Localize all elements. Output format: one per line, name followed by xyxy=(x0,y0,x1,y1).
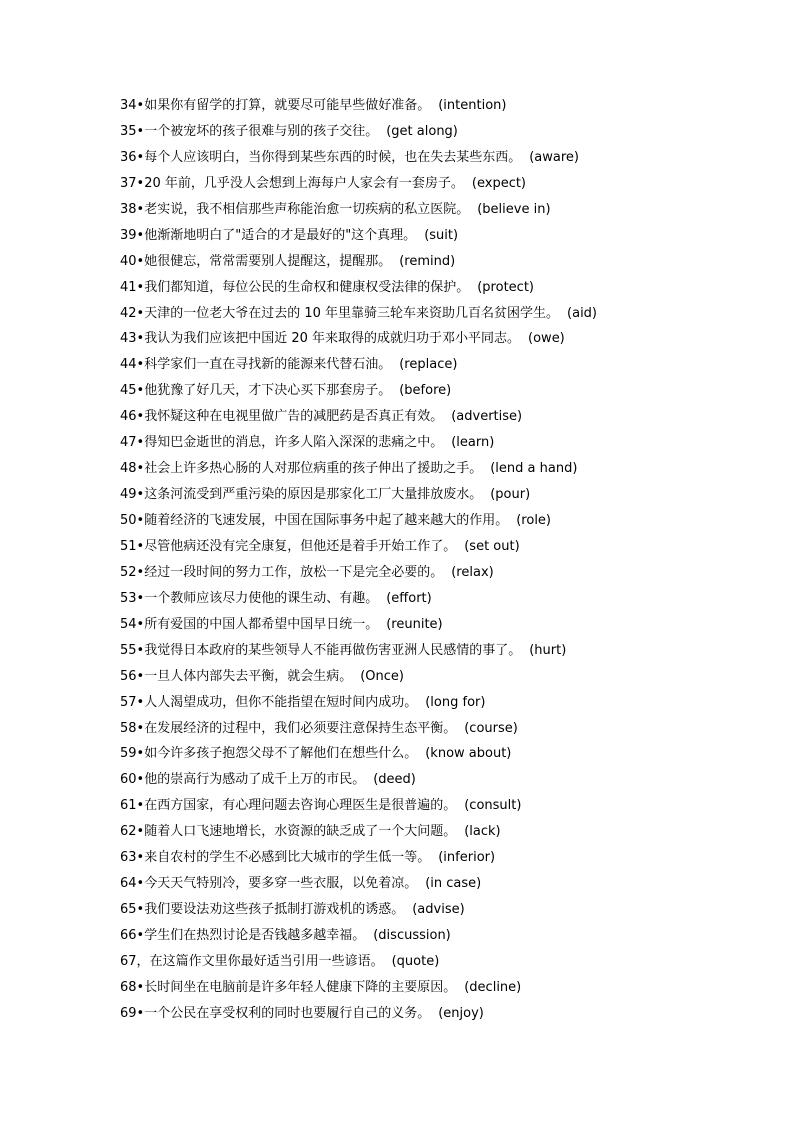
item-sentence: 我觉得日本政府的某些领导人不能再做伤害亚洲人民感情的事了。 xyxy=(144,642,522,658)
item-keyword-hint: (owe) xyxy=(528,331,565,347)
exercise-item xyxy=(120,586,780,612)
item-number: 38 xyxy=(120,201,137,217)
item-keyword-hint: (before) xyxy=(399,383,452,399)
item-number: 69 xyxy=(120,1005,137,1021)
exercise-item xyxy=(120,430,780,456)
item-keyword-hint: (discussion) xyxy=(373,928,451,943)
item-sentence: 来自农村的学生不必感到比大城市的学生低一等。 xyxy=(144,850,431,866)
item-bullet: • xyxy=(136,772,145,788)
exercise-item xyxy=(120,145,780,171)
item-sentence: 他犹豫了好几天，才下决心买下那套房子。 xyxy=(144,383,392,399)
item-bullet: • xyxy=(136,902,145,918)
item-sentence: 在发展经济的过程中，我们必须要注意保持生态平衡。 xyxy=(144,720,457,736)
item-keyword-hint: (reunite) xyxy=(386,616,443,632)
item-bullet: • xyxy=(136,616,145,632)
exercise-item xyxy=(120,301,780,327)
item-bullet: • xyxy=(136,201,145,217)
item-sentence: 如今许多孩子抱怨父母不了解他们在想些什么。 xyxy=(144,746,418,762)
item-keyword-hint: (inferior) xyxy=(438,850,496,866)
item-bullet: • xyxy=(136,928,145,943)
item-bullet: • xyxy=(136,642,145,658)
item-sentence: 我们要设法劝这些孩子抵制打游戏机的诱惑。 xyxy=(144,902,405,918)
item-keyword-hint: (lend a hand) xyxy=(490,461,578,477)
item-bullet: • xyxy=(136,123,145,139)
item-number: 43 xyxy=(120,331,137,347)
exercise-item xyxy=(120,560,780,586)
item-keyword-hint: (lack) xyxy=(464,824,501,840)
item-keyword-hint: (suit) xyxy=(424,227,459,243)
item-sentence: 他渐渐地明白了"适合的才是最好的"这个真理。 xyxy=(144,227,417,243)
exercise-item xyxy=(120,508,780,534)
item-sentence: 随着人口飞速地增长，水资源的缺乏成了一个大问题。 xyxy=(144,824,457,840)
item-number: 62 xyxy=(120,824,137,840)
item-bullet: • xyxy=(136,357,145,373)
item-bullet: ， xyxy=(136,953,150,969)
item-sentence: 经过一段时间的努力工作，放松一下是完全必要的。 xyxy=(144,564,444,580)
item-number: 53 xyxy=(120,590,137,606)
item-keyword-hint: (remind) xyxy=(399,253,456,269)
item-bullet: • xyxy=(136,461,145,477)
item-number: 60 xyxy=(120,772,137,788)
exercise-item xyxy=(120,352,780,378)
item-sentence: 在这篇作文里你最好适当引用一些谚语。 xyxy=(149,953,384,969)
item-sentence: 我怀疑这种在电视里做广告的减肥药是否真正有效。 xyxy=(144,409,444,425)
item-keyword-hint: (know about) xyxy=(425,746,512,762)
item-sentence: 她很健忘，常常需要别人提醒这，提醒那。 xyxy=(144,253,392,269)
exercise-item xyxy=(120,456,780,482)
item-sentence: 尽管他病还没有完全康复，但他还是着手开始工作了。 xyxy=(144,538,457,554)
item-bullet: • xyxy=(136,175,145,191)
item-sentence: 我们都知道，每位公民的生命权和健康权受法律的保护。 xyxy=(144,279,470,295)
exercise-item xyxy=(120,716,780,742)
item-number: 64 xyxy=(120,876,137,892)
item-keyword-hint: (effort) xyxy=(386,590,432,606)
exercise-item xyxy=(120,741,780,767)
item-number: 68 xyxy=(120,979,137,995)
item-number: 50 xyxy=(120,513,137,528)
item-bullet: • xyxy=(136,746,145,762)
item-keyword-hint: (advise) xyxy=(412,902,465,918)
item-bullet: • xyxy=(136,279,145,295)
exercise-item xyxy=(120,275,780,301)
item-number: 40 xyxy=(120,253,137,269)
item-bullet: • xyxy=(136,824,145,840)
item-keyword-hint: (enjoy) xyxy=(438,1005,484,1021)
item-bullet: • xyxy=(136,668,145,684)
item-number: 66 xyxy=(120,928,137,943)
item-number: 63 xyxy=(120,850,137,866)
item-keyword-hint: (Once) xyxy=(360,668,404,684)
exercise-item xyxy=(120,871,780,897)
item-number: 52 xyxy=(120,564,137,580)
item-number: 44 xyxy=(120,357,137,373)
item-number: 57 xyxy=(120,694,137,710)
item-number: 34 xyxy=(120,98,137,113)
exercise-item xyxy=(120,482,780,508)
exercise-item xyxy=(120,949,780,975)
item-number: 46 xyxy=(120,409,137,425)
item-keyword-hint: (course) xyxy=(464,720,518,736)
item-bullet: • xyxy=(136,798,145,814)
item-bullet: • xyxy=(136,98,145,113)
exercise-item xyxy=(120,404,780,430)
item-bullet: • xyxy=(136,253,145,269)
item-bullet: • xyxy=(136,383,145,399)
item-sentence: 一个被宠坏的孩子很难与别的孩子交往。 xyxy=(144,123,379,139)
item-bullet: • xyxy=(136,720,145,736)
item-sentence: 天津的一位老大爷在过去的 10 年里靠骑三轮车来资助几百名贫困学生。 xyxy=(144,305,560,321)
exercise-item xyxy=(120,845,780,871)
item-number: 47 xyxy=(120,435,137,451)
item-number: 61 xyxy=(120,798,137,814)
item-number: 37 xyxy=(120,175,137,191)
item-bullet: • xyxy=(136,331,145,347)
exercise-item xyxy=(120,249,780,275)
item-keyword-hint: (protect) xyxy=(477,279,534,295)
item-number: 51 xyxy=(120,538,137,554)
item-keyword-hint: (expect) xyxy=(471,175,527,191)
exercise-item xyxy=(120,378,780,404)
exercise-item xyxy=(120,93,780,119)
item-bullet: • xyxy=(136,979,145,995)
item-keyword-hint: (hurt) xyxy=(529,642,567,658)
item-sentence: 长时间坐在电脑前是许多年轻人健康下降的主要原因。 xyxy=(144,979,457,995)
item-keyword-hint: (learn) xyxy=(451,435,495,451)
item-number: 54 xyxy=(120,616,137,632)
item-sentence: 我认为我们应该把中国近 20 年来取得的成就归功于邓小平同志。 xyxy=(144,331,521,347)
exercise-item xyxy=(120,664,780,690)
item-bullet: • xyxy=(136,538,145,554)
exercise-item xyxy=(120,326,780,352)
item-number: 45 xyxy=(120,383,137,399)
item-number: 41 xyxy=(120,279,137,295)
item-bullet: • xyxy=(136,435,145,451)
exercise-item xyxy=(120,534,780,560)
item-keyword-hint: (consult) xyxy=(464,798,522,814)
item-bullet: • xyxy=(136,850,145,866)
exercise-item xyxy=(120,897,780,923)
item-keyword-hint: (decline) xyxy=(464,979,522,995)
item-keyword-hint: (relax) xyxy=(451,564,494,580)
item-sentence: 科学家们一直在寻找新的能源来代替石油。 xyxy=(144,357,392,373)
item-number: 65 xyxy=(120,902,137,918)
exercise-item xyxy=(120,197,780,223)
item-number: 35 xyxy=(120,123,137,139)
item-sentence: 一旦人体内部失去平衡，就会生病。 xyxy=(144,668,353,684)
item-sentence: 一个公民在享受权利的同时也要履行自己的义务。 xyxy=(144,1005,431,1021)
item-bullet: • xyxy=(136,409,145,425)
item-keyword-hint: (in case) xyxy=(425,876,482,892)
item-sentence: 学生们在热烈讨论是否钱越多越幸福。 xyxy=(144,928,366,943)
item-keyword-hint: (quote) xyxy=(391,953,440,969)
exercise-item xyxy=(120,975,780,1001)
item-sentence: 老实说，我不相信那些声称能治愈一切疾病的私立医院。 xyxy=(144,201,470,217)
item-sentence: 今天天气特别冷，要多穿一些衣服，以免着凉。 xyxy=(144,876,418,892)
item-number: 59 xyxy=(120,746,137,762)
item-keyword-hint: (deed) xyxy=(373,772,416,788)
item-keyword-hint: (long for) xyxy=(425,694,486,710)
item-sentence: 在西方国家，有心理问题去咨询心理医生是很普遍的。 xyxy=(144,798,457,814)
item-sentence: 随着经济的飞速发展，中国在国际事务中起了越来越大的作用。 xyxy=(144,513,509,528)
item-keyword-hint: (intention) xyxy=(438,98,507,113)
exercise-item xyxy=(120,690,780,716)
item-sentence: 一个教师应该尽力使他的课生动、有趣。 xyxy=(144,590,379,606)
item-number: 58 xyxy=(120,720,137,736)
item-number: 67 xyxy=(120,953,137,969)
item-keyword-hint: (set out) xyxy=(464,538,520,554)
item-bullet: • xyxy=(136,513,145,528)
item-bullet: • xyxy=(136,694,145,710)
item-sentence: 这条河流受到严重污染的原因是那家化工厂大量排放废水。 xyxy=(144,487,483,503)
exercise-item xyxy=(120,612,780,638)
item-number: 56 xyxy=(120,668,137,684)
item-keyword-hint: (aware) xyxy=(529,149,579,165)
item-keyword-hint: (role) xyxy=(516,513,552,528)
item-bullet: • xyxy=(136,564,145,580)
item-sentence: 所有爱国的中国人都希望中国早日统一。 xyxy=(144,616,379,632)
exercise-list xyxy=(120,93,780,1027)
item-bullet: • xyxy=(136,876,145,892)
item-sentence: 20 年前，几乎没人会想到上海每户人家会有一套房子。 xyxy=(144,175,464,191)
item-keyword-hint: (aid) xyxy=(567,305,598,321)
exercise-item xyxy=(120,171,780,197)
item-keyword-hint: (advertise) xyxy=(451,409,523,425)
item-bullet: • xyxy=(136,149,145,165)
exercise-item xyxy=(120,767,780,793)
item-number: 36 xyxy=(120,149,137,165)
item-keyword-hint: (get along) xyxy=(386,123,458,139)
item-sentence: 如果你有留学的打算，就要尽可能早些做好准备。 xyxy=(144,98,431,113)
item-sentence: 得知巴金逝世的消息，许多人陷入深深的悲痛之中。 xyxy=(144,435,444,451)
item-number: 42 xyxy=(120,305,137,321)
exercise-item xyxy=(120,923,780,949)
item-sentence: 社会上许多热心肠的人对那位病重的孩子伸出了援助之手。 xyxy=(144,461,483,477)
item-number: 39 xyxy=(120,227,137,243)
exercise-item xyxy=(120,793,780,819)
item-keyword-hint: (replace) xyxy=(399,357,458,373)
item-sentence: 人人渴望成功，但你不能指望在短时间内成功。 xyxy=(144,694,418,710)
exercise-item xyxy=(120,223,780,249)
item-keyword-hint: (pour) xyxy=(490,487,531,503)
item-sentence: 每个人应该明白，当你得到某些东西的时候，也在失去某些东西。 xyxy=(144,149,522,165)
item-keyword-hint: (believe in) xyxy=(477,201,551,217)
exercise-item xyxy=(120,819,780,845)
item-bullet: • xyxy=(136,227,145,243)
item-bullet: • xyxy=(136,305,145,321)
item-number: 55 xyxy=(120,642,137,658)
item-number: 49 xyxy=(120,487,137,503)
item-bullet: • xyxy=(136,487,145,503)
exercise-item xyxy=(120,1001,780,1027)
exercise-item xyxy=(120,119,780,145)
exercise-item xyxy=(120,638,780,664)
item-bullet: • xyxy=(136,590,145,606)
item-sentence: 他的崇高行为感动了成千上万的市民。 xyxy=(144,772,366,788)
item-bullet: • xyxy=(136,1005,145,1021)
item-number: 48 xyxy=(120,461,137,477)
